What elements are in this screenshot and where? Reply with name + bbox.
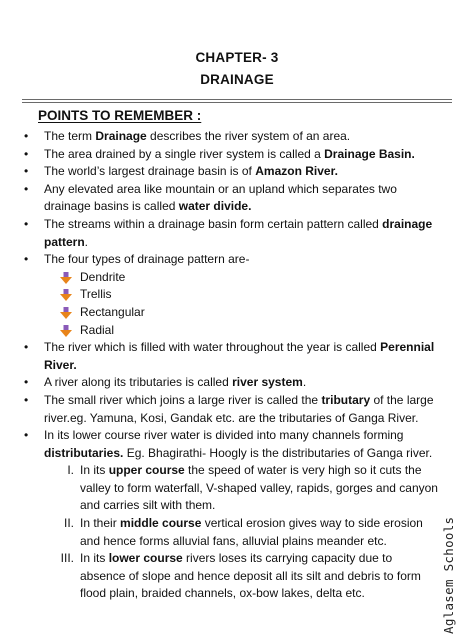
bold-term: middle course: [120, 516, 202, 531]
bold-term: tributary: [321, 392, 371, 407]
course-item: [22, 550, 438, 603]
bullet-item: [22, 163, 438, 181]
bullet-item: [22, 216, 438, 251]
text-run: Dendrite: [80, 269, 126, 284]
text-run: A river along its tributaries is called: [44, 375, 233, 390]
bullet-icon: •: [24, 146, 29, 161]
bullet-icon: •: [24, 181, 29, 196]
bullet-icon: •: [24, 129, 29, 143]
bullet-icon: •: [24, 216, 29, 231]
text-run: the speed of water is very high so it cuts the valley to form waterfall, V-shaped valley, rapids, gorges and canyon and carries silt with them.: [80, 463, 438, 513]
bold-term: Drainage: [95, 129, 147, 143]
bold-term: Amazon River.: [255, 164, 338, 179]
text-run: .: [84, 234, 89, 249]
roman-numeral: III.: [60, 551, 74, 566]
bullet-icon: •: [24, 428, 29, 443]
divider-line: [22, 99, 452, 100]
text-run: Any elevated area like mountain or an upland which separates two drainage basins is called: [44, 181, 397, 214]
text-run: The streams within a drainage basin form certain pattern called: [44, 216, 383, 231]
bullet-item: [22, 392, 438, 427]
bullet-item: [22, 251, 438, 269]
text-run: The term: [44, 129, 96, 143]
text-run: The small river which joins a large river is called the: [44, 392, 322, 407]
text-run: In its: [80, 463, 109, 478]
bold-term: Perennial River.: [44, 340, 435, 372]
text-run: rivers loses its carrying capacity due to absence of slope and hence deposit all its silt and debris to form flood plain, braided channels, ox-bow lakes, delta etc.: [80, 551, 421, 601]
text-run: The world’s largest drainage basin is of: [44, 164, 256, 179]
text-run: The river which is filled with water throughout the year is called: [44, 340, 381, 355]
bullet-item: [22, 146, 438, 164]
points-heading: POINTS TO REMEMBER :: [38, 108, 202, 123]
divider-line-2: [22, 102, 452, 103]
bullet-icon: •: [24, 375, 29, 390]
text-run: In its lower course river water is divided into many channels forming: [44, 428, 404, 443]
bold-term: distributaries.: [44, 445, 124, 460]
bullet-icon: •: [24, 392, 29, 407]
roman-numeral: II.: [63, 516, 74, 531]
pattern-item: [22, 322, 438, 340]
bullet-item: [22, 339, 438, 374]
bold-term: drainage pattern: [44, 216, 433, 249]
bullet-icon: •: [24, 252, 29, 267]
bold-term: water divide.: [178, 199, 252, 214]
text-run: In their: [80, 516, 121, 531]
bold-term: lower course: [108, 551, 183, 566]
bullet-icon: •: [24, 340, 29, 355]
bullet-item: [22, 374, 438, 392]
bullet-icon: •: [24, 164, 29, 179]
bullet-item: [22, 128, 438, 146]
text-run: vertical erosion gives way to side erosion and hence forms alluvial fans, alluvial plains meander etc.: [80, 516, 423, 548]
bullet-item: [22, 181, 438, 216]
down-arrow-icon: [60, 325, 72, 337]
text-run: describes the river system of an area.: [146, 129, 351, 143]
text-run: Eg. Bhagirathi- Hoogly is the distributaries of Ganga river.: [123, 445, 433, 460]
bold-term: upper course: [108, 463, 185, 478]
course-item: [22, 515, 438, 550]
text-run: Radial: [80, 322, 115, 337]
text-run: In its: [80, 551, 109, 566]
bold-term: river system: [232, 375, 303, 390]
text-run: The area drained by a single river system is called a: [44, 146, 325, 161]
roman-numeral: I.: [67, 463, 74, 478]
pattern-item: [22, 304, 438, 322]
pattern-item: [22, 269, 438, 287]
text-run: Trellis: [80, 287, 112, 302]
text-run: of the large river.eg. Yamuna, Kosi, Gandak etc. are the tributaries of Ganga River.: [44, 392, 434, 425]
text-run: .: [302, 375, 307, 390]
watermark: Aglasem Schools: [441, 516, 456, 634]
bold-term: Drainage Basin.: [324, 146, 415, 161]
down-arrow-icon: [60, 289, 72, 301]
bullet-item: [22, 427, 438, 462]
course-item: [22, 462, 438, 515]
chapter-title: DRAINAGE: [200, 72, 274, 87]
down-arrow-icon: [60, 307, 72, 319]
chapter-number: CHAPTER- 3: [195, 50, 279, 65]
down-arrow-icon: [60, 272, 72, 284]
points-list: [22, 128, 438, 603]
text-run: The four types of drainage pattern are-: [44, 252, 250, 267]
text-run: Rectangular: [80, 304, 145, 319]
pattern-item: [22, 286, 438, 304]
